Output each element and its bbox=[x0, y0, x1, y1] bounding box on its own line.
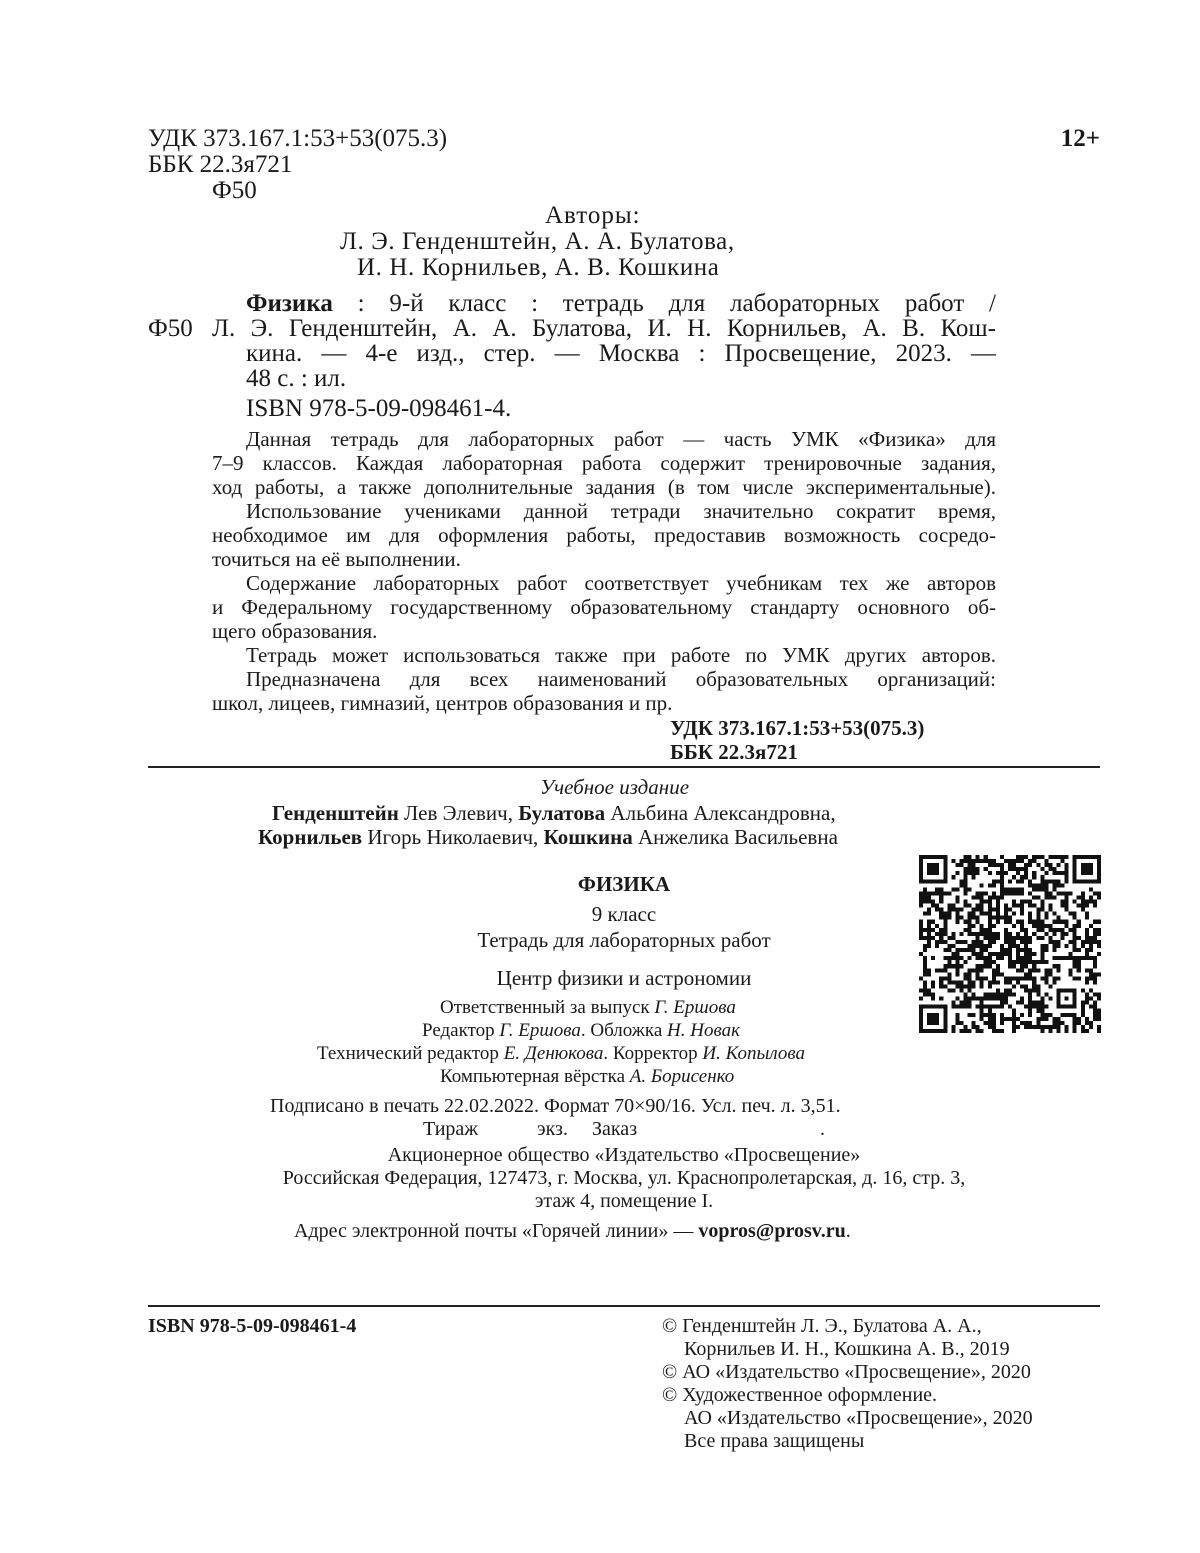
annotation-line: Содержание лабораторных работ соответствует учебникам тех же авторов bbox=[246, 571, 996, 595]
copyright-line: © Генденштейн Л. Э., Булатова А. А., bbox=[662, 1315, 982, 1337]
copyright-line: © АО «Издательство «Просвещение», 2020 bbox=[662, 1361, 1031, 1383]
biblio-code: Ф50 bbox=[148, 315, 193, 342]
tech-editor-line bbox=[317, 1043, 805, 1066]
author3-surname: Корнильев bbox=[258, 825, 363, 849]
tech-editor-label: Технический редактор bbox=[317, 1043, 504, 1064]
hotline-email bbox=[294, 1220, 851, 1243]
book-grade: 9 класс bbox=[591, 902, 657, 926]
layout-name: А. Борисенко bbox=[629, 1066, 735, 1087]
author1-surname: Генденштейн bbox=[272, 801, 399, 825]
annotation-line: точиться на её выполнении. bbox=[212, 547, 461, 571]
tech-editor-name: Е. Денюкова bbox=[503, 1043, 604, 1064]
age-rating-badge: 12+ bbox=[1060, 125, 1100, 152]
annotation-bbk: ББК 22.3я721 bbox=[670, 740, 798, 764]
annotation-line: ход работы, а также дополнительные задания (в том числе экспериментальные). bbox=[212, 475, 996, 499]
annotation-line: Тетрадь может использоваться также при работе по УМК других авторов. bbox=[246, 643, 996, 667]
editor-label: Редактор bbox=[422, 1020, 500, 1041]
publisher-address-1: Российская Федерация, 127473, г. Москва, ул. Краснопролетарская, д. 16, стр. 3, bbox=[282, 1167, 966, 1189]
authors-heading: Авторы: bbox=[545, 202, 641, 229]
annotation-line: и Федеральному государственному образовательному стандарту основного об- bbox=[212, 595, 996, 619]
biblio-line-2: Л. Э. Генденштейн, А. А. Булатова, И. Н. Корнильев, А. В. Кош- bbox=[212, 315, 996, 342]
editor-name: Г. Ершова bbox=[499, 1020, 581, 1041]
author2-surname: Булатова bbox=[518, 801, 606, 825]
responsible-name: Г. Ершова bbox=[654, 997, 736, 1018]
biblio-title: Физика bbox=[246, 290, 333, 317]
annotation-line: Предназначена для всех наименований образовательных организаций: bbox=[246, 667, 996, 691]
udk-header: УДК 373.167.1:53+53(075.3) bbox=[148, 125, 448, 152]
responsible-editor bbox=[440, 997, 736, 1020]
divider-bottom bbox=[148, 1305, 1100, 1307]
biblio-isbn: ISBN 978-5-09-098461-4. bbox=[246, 395, 512, 422]
book-title: ФИЗИКА bbox=[577, 872, 671, 896]
email-address: vopros@prosv.ru bbox=[698, 1220, 846, 1242]
classification-code: Ф50 bbox=[212, 177, 257, 204]
divider-top bbox=[148, 766, 1100, 768]
annotation-line: 7–9 классов. Каждая лабораторная работа содержит тренировочные задания, bbox=[212, 451, 996, 475]
copyright-line: Корнильев И. Н., Кошкина А. В., 2019 bbox=[684, 1338, 1010, 1360]
email-end: . bbox=[845, 1220, 851, 1242]
book-subtitle: Тетрадь для лабораторных работ bbox=[477, 928, 771, 952]
edition-type: Учебное издание bbox=[540, 775, 690, 799]
corrector-label: . Корректор bbox=[603, 1043, 703, 1064]
layout-label: Компьютерная вёрстка bbox=[440, 1066, 630, 1087]
order-end: . bbox=[820, 1118, 825, 1140]
copies-label: экз. bbox=[537, 1118, 568, 1140]
author3-name: Игорь Николаевич, bbox=[362, 825, 544, 849]
cover-label: . Обложка bbox=[580, 1020, 668, 1041]
layout-line bbox=[440, 1066, 734, 1089]
author4-name: Анжелика Васильевна bbox=[632, 825, 838, 849]
editor-line bbox=[422, 1020, 740, 1043]
corrector-name: И. Копылова bbox=[702, 1043, 805, 1064]
publishing-center: Центр физики и астрономии bbox=[496, 966, 752, 990]
annotation-udk: УДК 373.167.1:53+53(075.3) bbox=[670, 716, 925, 740]
publisher-name: Акционерное общество «Издательство «Просвещение» bbox=[387, 1144, 861, 1166]
imprint-authors-line-2 bbox=[258, 825, 838, 849]
annotation-line: щего образования. bbox=[212, 619, 378, 643]
order-label: Заказ bbox=[592, 1118, 638, 1140]
annotation-line: Данная тетрадь для лабораторных работ — часть УМК «Физика» для bbox=[246, 427, 996, 451]
biblio-line-1-rest: : 9-й класс : тетрадь для лабораторных работ / bbox=[332, 290, 996, 317]
copyright-line: АО «Издательство «Просвещение», 2020 bbox=[684, 1407, 1033, 1429]
copyright-line: Все права защищены bbox=[684, 1430, 865, 1452]
copyright-line: © Художественное оформление. bbox=[662, 1384, 938, 1406]
footer-isbn: ISBN 978-5-09-098461-4 bbox=[148, 1315, 357, 1337]
email-label: Адрес электронной почты «Горячей линии» — bbox=[294, 1220, 699, 1242]
author1-name: Лев Элевич, bbox=[398, 801, 519, 825]
author2-name: Альбина Александровна, bbox=[605, 801, 836, 825]
annotation-line: Использование учениками данной тетради значительно сократит время, bbox=[246, 499, 996, 523]
biblio-line-1 bbox=[246, 291, 996, 317]
signed-to-print: Подписано в печать 22.02.2022. Формат 70×90/16. Усл. печ. л. 3,51. bbox=[270, 1095, 841, 1117]
publisher-address-2: этаж 4, помещение I. bbox=[534, 1190, 714, 1212]
authors-line-1: Л. Э. Генденштейн, А. А. Булатова, bbox=[340, 228, 735, 255]
annotation-line: необходимое им для оформления работы, предоставив возможность сосредо- bbox=[212, 523, 996, 547]
author4-surname: Кошкина bbox=[543, 825, 633, 849]
qr-code-icon bbox=[919, 855, 1101, 1033]
responsible-label: Ответственный за выпуск bbox=[440, 997, 655, 1018]
imprint-authors-line-1 bbox=[272, 801, 836, 825]
annotation-line: школ, лицеев, гимназий, центров образования и пр. bbox=[212, 691, 673, 715]
print-run-label: Тираж bbox=[423, 1118, 479, 1140]
biblio-line-3: кина. — 4-е изд., стер. — Москва : Просвещение, 2023. — bbox=[246, 340, 996, 367]
authors-line-2: И. Н. Корнильев, А. В. Кошкина bbox=[357, 254, 720, 281]
cover-name: Н. Новак bbox=[667, 1020, 740, 1041]
biblio-line-4: 48 с. : ил. bbox=[246, 365, 347, 392]
bbk-header: ББК 22.3я721 bbox=[148, 151, 293, 178]
